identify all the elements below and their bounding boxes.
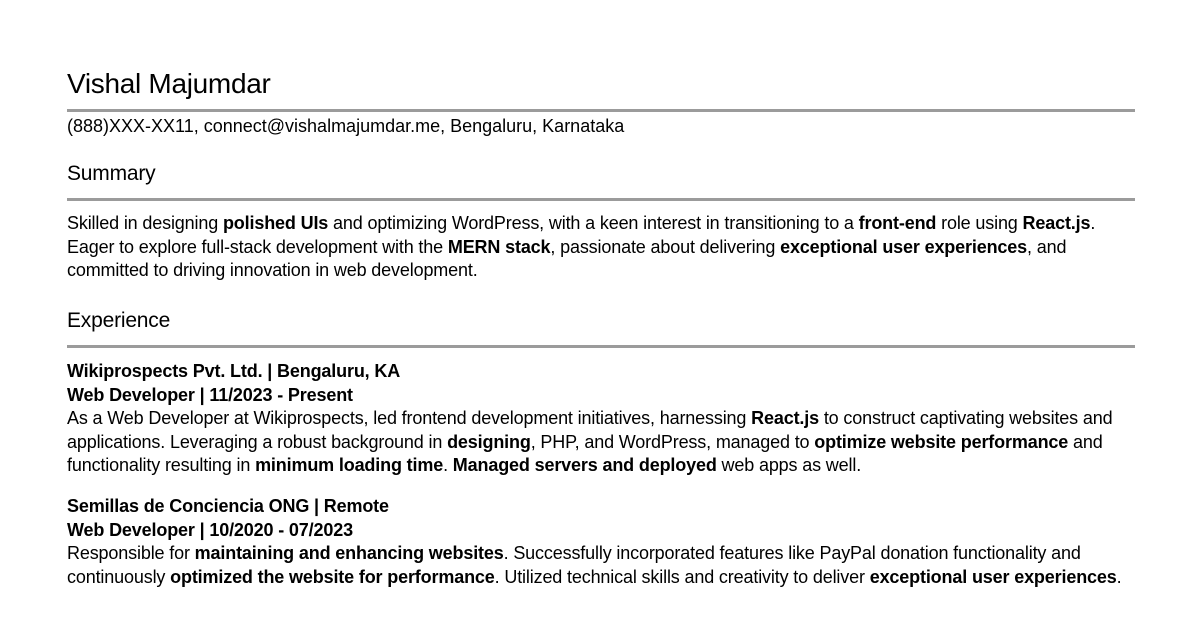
job-2-company: Semillas de Conciencia ONG | Remote xyxy=(67,496,389,516)
body-text: , passionate about delivering xyxy=(550,236,781,257)
emphasis-text: exceptional user experiences xyxy=(780,236,1028,257)
body-text: role using xyxy=(936,213,1023,233)
body-text: . xyxy=(1116,566,1122,587)
candidate-name: Vishal Majumdar xyxy=(67,68,271,99)
experience-divider xyxy=(67,345,1135,348)
emphasis-text: designing xyxy=(447,431,531,452)
body-text: and functionality resulting in xyxy=(67,431,1103,476)
summary-text xyxy=(67,212,1137,283)
emphasis-text: optimize website performance xyxy=(814,431,1069,452)
body-text: . Utilized technical skills and creativity to deliver xyxy=(494,566,870,587)
emphasis-text: React.js xyxy=(751,408,819,428)
body-text: . xyxy=(443,455,453,476)
body-text: As a Web Developer at Wikiprospects, led frontend development initiatives, harnessing xyxy=(67,408,752,428)
emphasis-text: MERN stack xyxy=(447,236,551,257)
body-text: , and committed to driving innovation in web development. xyxy=(67,236,1067,281)
experience-heading: Experience xyxy=(67,309,171,332)
emphasis-text: maintaining and enhancing websites xyxy=(194,543,504,563)
job-1-description xyxy=(67,407,1137,478)
body-text: Skilled in designing xyxy=(67,213,223,233)
emphasis-text: polished UIs xyxy=(222,213,329,233)
job-1-role: Web Developer | 11/2023 - Present xyxy=(67,385,353,405)
body-text: , PHP, and WordPress, managed to xyxy=(530,431,815,452)
header-divider xyxy=(67,109,1135,112)
emphasis-text: optimized the website for performance xyxy=(170,566,495,587)
body-text: to construct captivating websites and applications. Leveraging a robust background in xyxy=(67,408,1113,452)
emphasis-text: front-end xyxy=(858,213,937,233)
body-text: web apps as well. xyxy=(716,455,862,476)
summary-divider xyxy=(67,198,1135,201)
body-text: . Successfully incorporated features like PayPal donation functionality and continuously xyxy=(67,543,1081,587)
contact-info: (888)XXX-XX11, connect@vishalmajumdar.me, Bengaluru, Karnataka xyxy=(67,116,625,136)
summary-heading: Summary xyxy=(67,162,156,185)
body-text: and optimizing WordPress, with a keen interest in transitioning to a xyxy=(328,213,859,233)
job-1-company: Wikiprospects Pvt. Ltd. | Bengaluru, KA xyxy=(67,361,401,381)
body-text: Responsible for xyxy=(67,543,195,563)
emphasis-text: minimum loading time xyxy=(255,455,444,476)
job-2-description xyxy=(67,542,1137,589)
emphasis-text: Managed servers and deployed xyxy=(452,455,717,476)
body-text: . Eager to explore full-stack development with the xyxy=(67,213,1096,257)
job-2-role: Web Developer | 10/2020 - 07/2023 xyxy=(67,520,353,540)
emphasis-text: exceptional user experiences xyxy=(869,566,1117,587)
emphasis-text: React.js xyxy=(1022,213,1091,233)
